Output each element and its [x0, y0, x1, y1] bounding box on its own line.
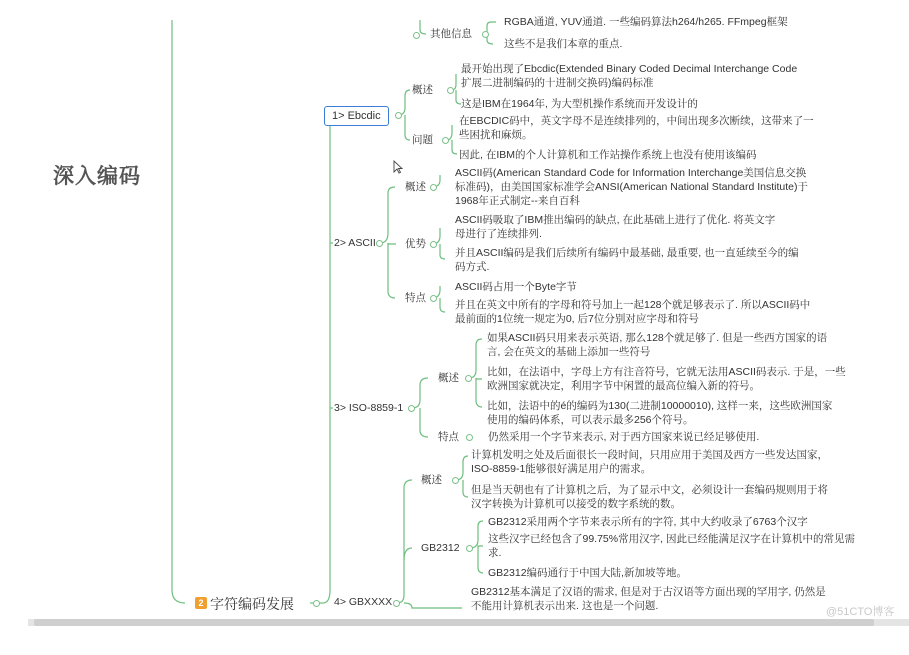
node-connector-dot [408, 405, 415, 412]
node-connector-dot [430, 184, 437, 191]
ebcdic-problem-label[interactable]: 问题 [412, 134, 433, 146]
ascii-feature-label[interactable]: 特点 [405, 292, 426, 304]
node-connector-dot [466, 434, 473, 441]
node-connector-dot [452, 477, 459, 484]
node-connector-dot [393, 600, 400, 607]
gbxxxx-overview-item[interactable]: 计算机发明之处及后面很长一段时间，只用应用于美国及西方一些发达国家，ISO-8859-1能够很好满足用户的需求。 [471, 449, 828, 475]
horizontal-scrollbar-thumb[interactable] [34, 619, 874, 626]
node-connector-dot [313, 600, 320, 607]
node-connector-dot [430, 241, 437, 248]
iso-feature-label[interactable]: 特点 [438, 431, 459, 443]
gb2312-item[interactable]: 这些汉字已经包含了99.75%常用汉字, 因此已经能满足汉字在计算机中的常见需求. [488, 533, 855, 559]
node-connector-dot [466, 545, 473, 552]
other-info-item[interactable]: 这些不是我们本章的重点. [504, 38, 623, 50]
gb2312-item[interactable]: GB2312编码通行于中国大陆,新加坡等地。 [488, 567, 687, 579]
ascii-overview-item[interactable]: ASCII码(American Standard Code for Information Interchange美国信息交换标准码)，由美国国家标准学会ANSI(American National Standard Institute)于1968年正式制定--来自百科 [455, 167, 809, 207]
ascii-feature-item[interactable]: 并且在英文中所有的字母和符号加上一起128个就足够表示了. 所以ASCII码中最前面的1位统一规定为0, 后7位分别对应字母和符号 [455, 299, 811, 325]
ascii-overview-label[interactable]: 概述 [405, 181, 426, 193]
ebcdic-overview-label[interactable]: 概述 [412, 84, 433, 96]
ascii-advantage-label[interactable]: 优势 [405, 238, 426, 250]
iso-overview-label[interactable]: 概述 [438, 372, 459, 384]
iso-overview-item[interactable]: 如果ASCII码只用来表示英语, 那么128个就足够了. 但是一些西方国家的语言, 会在英文的基础上添加一些符号 [487, 332, 828, 358]
ebcdic-overview-item[interactable]: 这是IBM在1964年, 为大型机操作系统而开发设计的 [461, 98, 698, 110]
branch-label[interactable]: 字符编码发展 [210, 596, 294, 612]
mouse-cursor-icon [393, 160, 403, 174]
node-connector-dot [430, 295, 437, 302]
node-connector-dot [376, 240, 383, 247]
iso-overview-item[interactable]: 比如，法语中的é的编码为130(二进制10000010), 这样一来，这些欧洲国家使用的编码体系，可以表示最多256个符号。 [487, 400, 833, 426]
gb2312-item[interactable]: GB2312采用两个字节来表示所有的字符, 其中大约收录了6763个汉字 [488, 516, 808, 528]
gbxxxx-more-item[interactable]: GB2312基本满足了汉语的需求, 但是对于古汉语等方面出现的罕用字, 仍然是不能用计算机表示出来. 这也是一个问题. [471, 586, 826, 612]
iso-feature-item[interactable]: 仍然采用一个字节来表示, 对于西方国家来说已经足够使用. [488, 431, 760, 443]
gbxxxx-gb2312-label[interactable]: GB2312 [421, 542, 460, 554]
ascii-feature-item[interactable]: ASCII码占用一个Byte字节 [455, 281, 577, 293]
node-other-info[interactable]: 其他信息 [430, 28, 472, 40]
node-connector-dot [447, 87, 454, 94]
ebcdic-overview-item[interactable]: 最开始出现了Ebcdic(Extended Binary Coded Decimal Interchange Code扩展二进制编码的十进制交换码)编码标准 [461, 63, 798, 89]
other-info-item[interactable]: RGBA通道, YUV通道. 一些编码算法h264/h265. FFmpeg框架 [504, 16, 788, 28]
ascii-advantage-item[interactable]: 并且ASCII编码是我们后续所有编码中最基础, 最重要, 也一直延续至今的编码方式. [455, 247, 799, 273]
node-gbxxxx[interactable]: 4> GBXXXX [334, 596, 393, 608]
ebcdic-problem-item[interactable]: 在EBCDIC码中，英文字母不是连续排列的，中间出现多次断续，这带来了一些困扰和麻烦。 [459, 115, 814, 141]
gbxxxx-overview-item[interactable]: 但是当天朝也有了计算机之后，为了显示中文，必须设计一套编码规则用于将汉字转换为计算机可以接受的数字系统的数。 [471, 484, 828, 510]
branch-number-badge: 2 [195, 597, 207, 609]
node-connector-dot [395, 112, 402, 119]
root-topic[interactable]: 深入编码 [53, 165, 141, 188]
iso-overview-item[interactable]: 比如，在法语中，字母上方有注音符号，它就无法用ASCII码表示. 于是，一些欧洲国家就决定，利用字节中闲置的最高位编入新的符号。 [487, 366, 846, 392]
node-ascii[interactable]: 2> ASCII [334, 237, 376, 249]
node-iso-8859-1[interactable]: 3> ISO-8859-1 [334, 402, 404, 414]
node-ebcdic[interactable]: 1> Ebcdic [324, 106, 389, 126]
node-connector-dot [442, 137, 449, 144]
ascii-advantage-item[interactable]: ASCII码吸取了IBM推出编码的缺点, 在此基础上进行了优化. 将英文字母进行了连续排列. [455, 214, 776, 240]
ebcdic-problem-item[interactable]: 因此, 在IBM的个人计算机和工作站操作系统上也没有使用该编码 [459, 149, 757, 161]
node-connector-dot [413, 32, 420, 39]
node-connector-dot [482, 31, 489, 38]
node-connector-dot [465, 375, 472, 382]
watermark: @51CTO博客 [826, 606, 895, 618]
gbxxxx-overview-label[interactable]: 概述 [421, 474, 442, 486]
